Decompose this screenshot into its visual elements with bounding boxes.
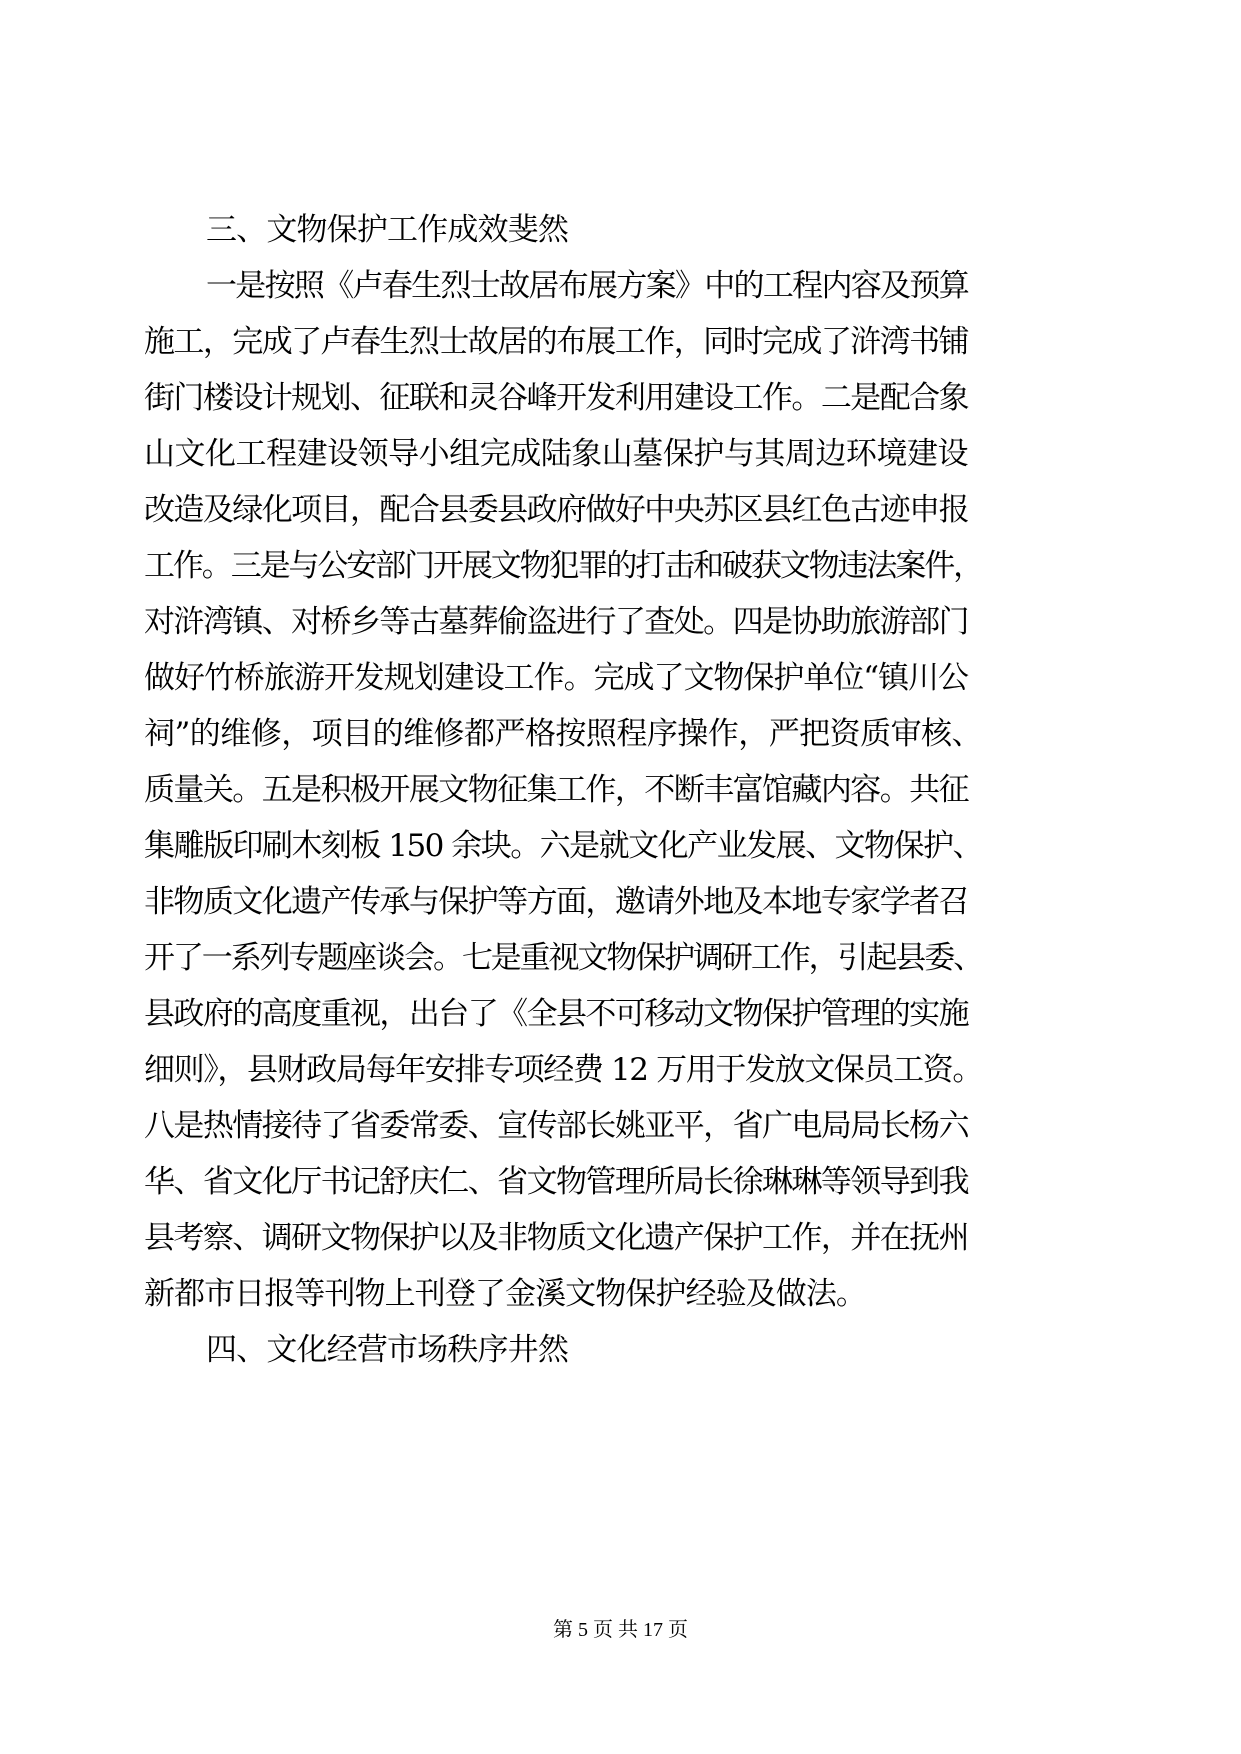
- paragraph-line: [0, 1098, 1241, 1154]
- paragraph-line-text: 非物质文化遗产传承与保护等方面，邀请外地及本地专家学者召: [144, 884, 968, 920]
- paragraph-line-text: 八是热情接待了省委常委、宣传部长姚亚平，省广电局局长杨六: [144, 1108, 968, 1144]
- paragraph-line: [0, 1042, 1241, 1098]
- paragraph-line-text: 新都市日报等刊物上刊登了金溪文物保护经验及做法。: [144, 1276, 866, 1312]
- paragraph-line: [0, 818, 1241, 874]
- paragraph-line-text: 祠”的维修，项目的维修都严格按照程序操作，严把资质审核、: [144, 716, 982, 752]
- paragraph-line: [0, 1210, 1241, 1266]
- paragraph-line: [0, 482, 1241, 538]
- paragraph-line-text: 集雕版印刷木刻板 150 余块。六是就文化产业发展、文物保护、: [144, 828, 982, 864]
- paragraph-line-text: 施工，完成了卢春生烈士故居的布展工作，同时完成了浒湾书铺: [144, 324, 968, 360]
- paragraph-line: [0, 594, 1241, 650]
- paragraph-line: [0, 650, 1241, 706]
- paragraph-line: [0, 370, 1241, 426]
- paragraph-line-text: 工作。三是与公安部门开展文物犯罪的打击和破获文物违法案件，: [144, 548, 982, 584]
- section-heading-text: 三、文物保护工作成效斐然: [206, 212, 568, 248]
- paragraph-line: [0, 874, 1241, 930]
- paragraph-line-text: 一是按照《卢春生烈士故居布展方案》中的工程内容及预算: [206, 268, 968, 304]
- paragraph-line: [0, 258, 1241, 314]
- paragraph-line: [0, 538, 1241, 594]
- paragraph-line-text: 山文化工程建设领导小组完成陆象山墓保护与其周边环境建设: [144, 436, 968, 472]
- paragraph-line-text: 做好竹桥旅游开发规划建设工作。完成了文物保护单位“镇川公: [144, 660, 968, 696]
- paragraph-line-text: 对浒湾镇、对桥乡等古墓葬偷盗进行了查处。四是协助旅游部门: [144, 604, 968, 640]
- paragraph-line: [0, 1266, 1241, 1322]
- paragraph-line-text: 华、省文化厅书记舒庆仁、省文物管理所局长徐琳琳等领导到我: [144, 1164, 968, 1200]
- paragraph-line-text: 细则》，县财政局每年安排专项经费 12 万用于发放文保员工资。: [144, 1052, 982, 1088]
- paragraph-line: [0, 986, 1241, 1042]
- paragraph-line-text: 街门楼设计规划、征联和灵谷峰开发利用建设工作。二是配合象: [144, 380, 968, 416]
- section-heading: [0, 202, 1241, 258]
- paragraph-line: [0, 930, 1241, 986]
- paragraph-line-text: 开了一系列专题座谈会。七是重视文物保护调研工作，引起县委、: [144, 940, 982, 976]
- page-footer: 第 5 页 共 17 页: [553, 1619, 688, 1641]
- paragraph-line-text: 县政府的高度重视，出台了《全县不可移动文物保护管理的实施: [144, 996, 968, 1032]
- paragraph-line: [0, 426, 1241, 482]
- paragraph-line-text: 质量关。五是积极开展文物征集工作，不断丰富馆藏内容。共征: [144, 772, 968, 808]
- paragraph-line: [0, 762, 1241, 818]
- paragraph-line-text: 改造及绿化项目，配合县委县政府做好中央苏区县红色古迹申报: [144, 492, 968, 528]
- paragraph-line-text: 县考察、调研文物保护以及非物质文化遗产保护工作，并在抚州: [144, 1220, 968, 1256]
- paragraph-line: [0, 1154, 1241, 1210]
- section-heading: [0, 1322, 1241, 1378]
- section-heading-text: 四、文化经营市场秩序井然: [206, 1332, 568, 1368]
- paragraph-line: [0, 706, 1241, 762]
- paragraph-line: [0, 314, 1241, 370]
